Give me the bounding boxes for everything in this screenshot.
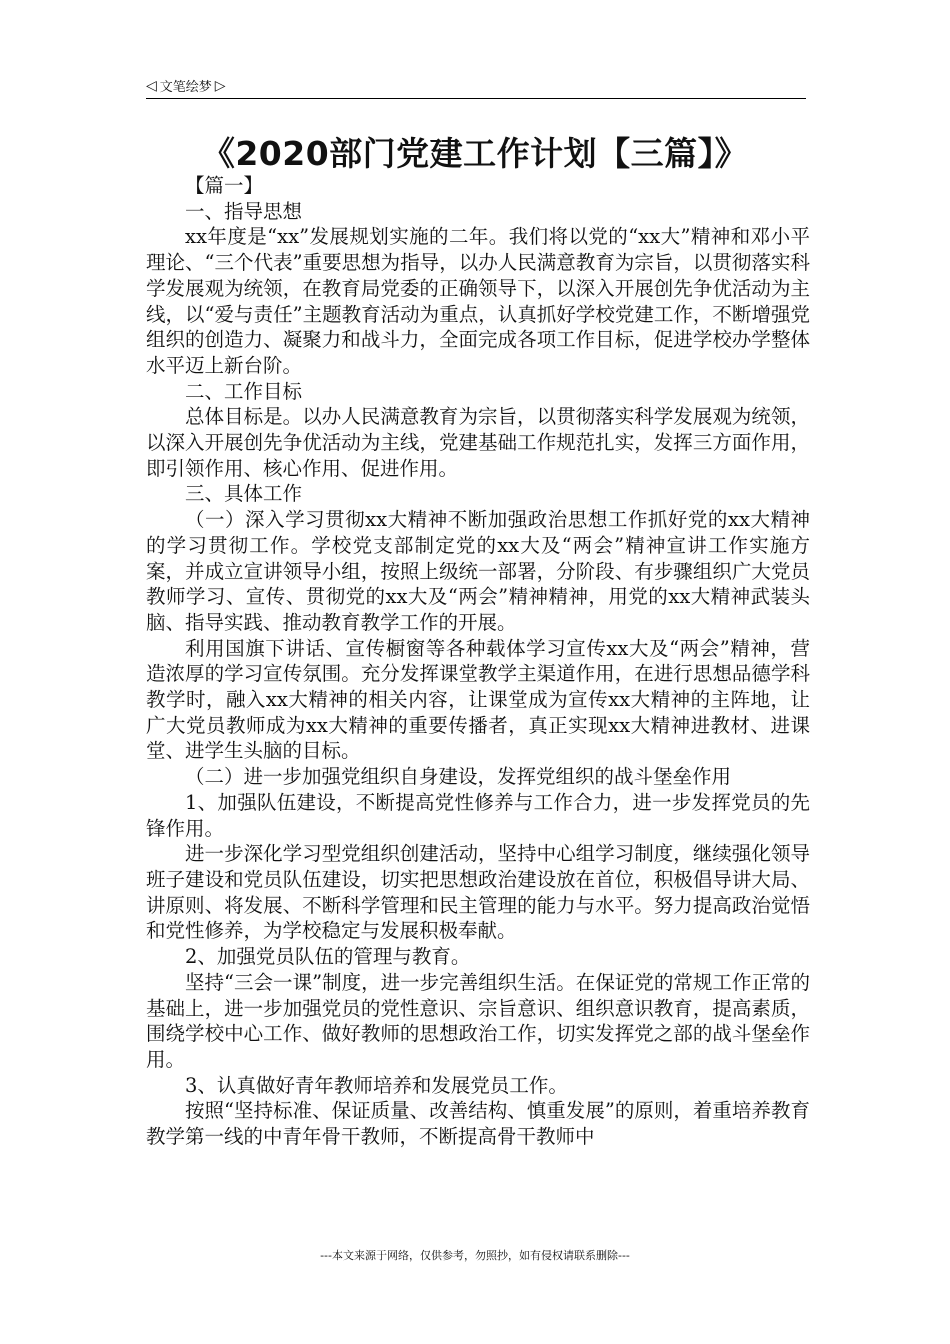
paragraph: （一）深入学习贯彻xx大精神不断加强政治思想工作抓好党的xx大精神的学习贯彻工作。学校党支部制定党的xx大及“两会”精神宣讲工作实施方案，并成立宣讲领导小组，按照上级统一部署，分阶段、有步骤组织广大党员教师学习、宣传、贯彻党的xx大及“两会”精神精神，用党的xx大精神武装头脑、指导实践、推动教育教学工作的开展。 [146,508,810,634]
page-footer-disclaimer: ---本文来源于网络，仅供参考，勿照抄，如有侵权请联系删除--- [320,1249,630,1262]
paragraph: 总体目标是。以办人民满意教育为宗旨，以贯彻落实科学发展观为统领，以深入开展创先争优活动为主线，党建基础工作规范扎实，发挥三方面作用，即引领作用、核心作用、促进作用。 [146,405,810,480]
document-body [146,173,810,1150]
section-label: 【篇一】 [185,174,264,197]
brand-name: 文笔绘梦 [159,80,212,95]
paragraph: （二）进一步加强党组织自身建设，发挥党组织的战斗堡垒作用 [185,765,732,789]
paragraph: xx年度是“xx”发展规划实施的二年。我们将以党的“xx大”精神和邓小平理论、“三个代表”重要思想为指导，以办人民满意教育为宗旨，以贯彻落实科学发展观为统领，在教育局党委的正确领导下，以深入开展创先争优活动为主线，以“爱与责任”主题教育活动为重点，认真抓好学校党建工作，不断增强党组织的创造力、凝聚力和战斗力，全面完成各项工作目标，促进学校办学整体水平迈上新台阶。 [146,225,810,377]
heading-guiding-thought: 一、指导思想 [185,199,303,223]
paragraph: 坚持“三会一课”制度，进一步完善组织生活。在保证党的常规工作正常的基础上，进一步加强党员的党性意识、宗旨意识、组织意识教育，提高素质，围绕学校中心工作、做好教师的思想政治工作，切实发挥党之部的战斗堡垒作用。 [146,970,810,1071]
left-triangle-icon: ◁ [146,77,157,94]
right-triangle-icon: ▷ [214,77,226,94]
paragraph: 利用国旗下讲话、宣传橱窗等各种载体学习宣传xx大及“两会”精神，营造浓厚的学习宣传氛围。充分发挥课堂教学主渠道作用，在进行思想品德学科教学时，融入xx大精神的相关内容，让课堂成为宣传xx大精神的主阵地，让广大党员教师成为xx大精神的重要传播者，真正实现xx大精神进教材、进课堂、进学生头脑的目标。 [146,636,810,763]
header-brand [146,76,226,95]
heading-work-goals: 二、工作目标 [185,379,303,403]
paragraph: 2、加强党员队伍的管理与教育。 [185,945,471,969]
page-header [146,74,806,99]
heading-specific-work: 三、具体工作 [185,482,303,506]
paragraph: 进一步深化学习型党组织创建活动，坚持中心组学习制度，继续强化领导班子建设和党员队伍建设，切实把思想政治建设放在首位，积极倡导讲大局、讲原则、将发展、不断科学管理和民主管理的能力与水平。努力提高政治觉悟和党性修养，为学校稳定与发展积极奉献。 [146,842,810,943]
document-title: 《2020部门党建工作计划【三篇】》 [201,134,749,173]
paragraph: 3、认真做好青年教师培养和发展党员工作。 [185,1073,568,1097]
paragraph: 1、加强队伍建设，不断提高党性修养与工作合力，进一步发挥党员的先锋作用。 [146,790,810,840]
paragraph: 按照“坚持标准、保证质量、改善结构、慎重发展”的原则，着重培养教育教学第一线的中青年骨干教师，不断提高骨干教师中 [146,1099,810,1149]
